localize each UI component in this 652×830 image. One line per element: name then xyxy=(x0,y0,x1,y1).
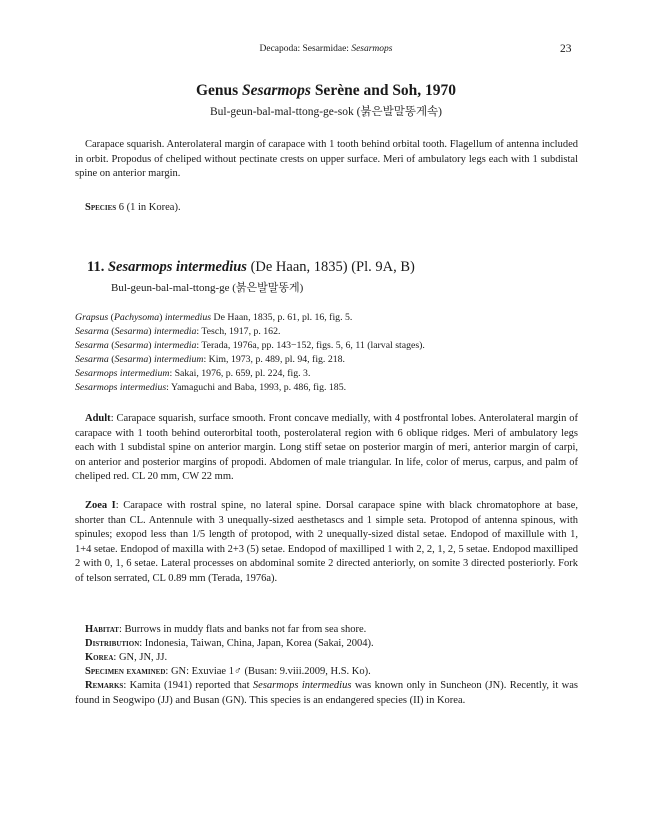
synonym-entry: Sesarma (Sesarma) intermedia: Tesch, 1917, p. 162. xyxy=(75,326,281,337)
genus-korean-name: Bul-geun-bal-mal-ttong-ge-sok (붉은발말똥게속) xyxy=(209,106,442,118)
remarks-species-name: Sesarmops intermedius xyxy=(252,680,352,691)
species-count-value: 6 (1 in Korea). xyxy=(116,202,181,213)
synonym-entry: Sesarmops intermedius: Yamaguchi and Baba, 1993, p. 486, fig. 185. xyxy=(75,382,347,393)
remarks-text-after: was known only in Suncheon (JN). Recently, it was found in Seogwipo (JJ) and Busan (GN). This species is an endangered species (II) in Korea. xyxy=(75,680,578,706)
remarks-label: Remarks xyxy=(85,680,124,691)
species-scientific-name: Sesarmops intermedius xyxy=(107,259,247,275)
synonym-entry: Grapsus (Pachysoma) intermedius De Haan, 1835, p. 61, pl. 16, fig. 5. xyxy=(75,312,353,323)
distribution-text: : Indonesia, Taiwan, China, Japan, Korea (Sakai, 2004). xyxy=(139,638,374,649)
species-title xyxy=(87,259,415,276)
distribution-label: Distribution xyxy=(85,638,140,649)
remarks-text-before: : Kamita (1941) reported that xyxy=(123,680,253,691)
synonym-entry: Sesarma (Sesarma) intermedium: Kim, 1973, p. 489, pl. 94, fig. 218. xyxy=(75,354,345,365)
remarks-section xyxy=(75,679,578,708)
page-number: 23 xyxy=(560,43,572,55)
running-head-prefix: Decapoda: Sesarmidae: xyxy=(259,44,352,54)
adult-text: : Carapace squarish, surface smooth. Front concave medially, with 4 postfrontal lobes. Anterolateral margin of carapace with 1 tooth behind outerorbital tooth, posterolateral region with 6 oblique ridges. Meri of ambulatory legs each with 1 subdistal spine on anterior margin. Long stiff setae on posterior margin of meri, anterior margin of carpi, on anterior and posterior margins of propodi. Abdomen of male triangular. In life, color of merus, carpus, and palm of cheliped red. CL 20 mm, CW 22 mm. xyxy=(75,413,578,482)
korea-text: : GN, JN, JJ. xyxy=(113,652,168,663)
korea-section xyxy=(75,651,578,666)
zoea-description xyxy=(75,499,578,586)
distribution-section xyxy=(75,637,578,652)
synonym-entry: Sesarma (Sesarma) intermedia: Terada, 1976a, pp. 143−152, figs. 5, 6, 11 (larval stages). xyxy=(75,340,425,351)
species-count xyxy=(75,201,578,216)
species-authority: (De Haan, 1835) (Pl. 9A, B) xyxy=(246,259,415,275)
genus-title-prefix: Genus xyxy=(195,82,243,99)
korea-label: Korea xyxy=(85,652,114,663)
specimen-section xyxy=(75,665,578,680)
genus-title xyxy=(0,82,652,100)
zoea-text: : Carapace with rostral spine, no lateral spine. Dorsal carapace spine with black chromatophore at base, shorter than CL. Antennule with 3 unequally-sized aesthetascs and 1 simple seta. Protopod of antenna spinous, with spinules; exopod less than 1/5 length of protopod, with 2 unequally-sized distal setae. Endopod of maxillule with 1, 1+4 setae. Endopod of maxilla with 2+3 (5) setae. Endopod of maxilliped 1 with 2, 2, 1, 2, 5 setae. Endopod maxilliped 2 with 0, 1, 6 setae. Lateral processes on abdominal somite 2 directed anteriorly, on somite 3 directed posteriorly. Fork of telson serrated, CL 0.89 mm (Terada, 1976a). xyxy=(75,500,579,584)
genus-title-name: Sesarmops xyxy=(242,82,311,99)
species-count-label: Species xyxy=(85,202,117,213)
synonym-entry: Sesarmops intermedium: Sakai, 1976, p. 659, pl. 224, fig. 3. xyxy=(75,368,311,379)
specimen-text: : GN: Exuviae 1♂ (Busan: 9.viii.2009, H.S. Ko). xyxy=(165,666,371,677)
habitat-section xyxy=(75,623,578,638)
species-number: 11. xyxy=(87,259,105,275)
genus-title-authority: Serène and Soh, 1970 xyxy=(310,82,457,99)
adult-description xyxy=(75,412,578,485)
habitat-label: Habitat xyxy=(85,624,119,635)
synonymy-list xyxy=(75,311,578,395)
specimen-label: Specimen examined xyxy=(85,666,166,677)
running-head-genus: Sesarmops xyxy=(351,44,393,54)
genus-description: Carapace squarish. Anterolateral margin of carapace with 1 tooth behind orbital tooth. Flagellum of antenna included in orbit. Propodus of cheliped without pectinate crests on upper surface. Meri of ambulatory legs each with 1 subdistal spine on anterior margin. xyxy=(75,139,578,179)
habitat-text: : Burrows in muddy flats and banks not far from sea shore. xyxy=(118,624,367,635)
zoea-label: Zoea I xyxy=(85,500,116,511)
adult-label: Adult xyxy=(85,413,111,424)
species-korean-name: Bul-geun-bal-mal-ttong-ge (붉은발말똥게) xyxy=(111,282,304,294)
running-head xyxy=(0,44,652,54)
